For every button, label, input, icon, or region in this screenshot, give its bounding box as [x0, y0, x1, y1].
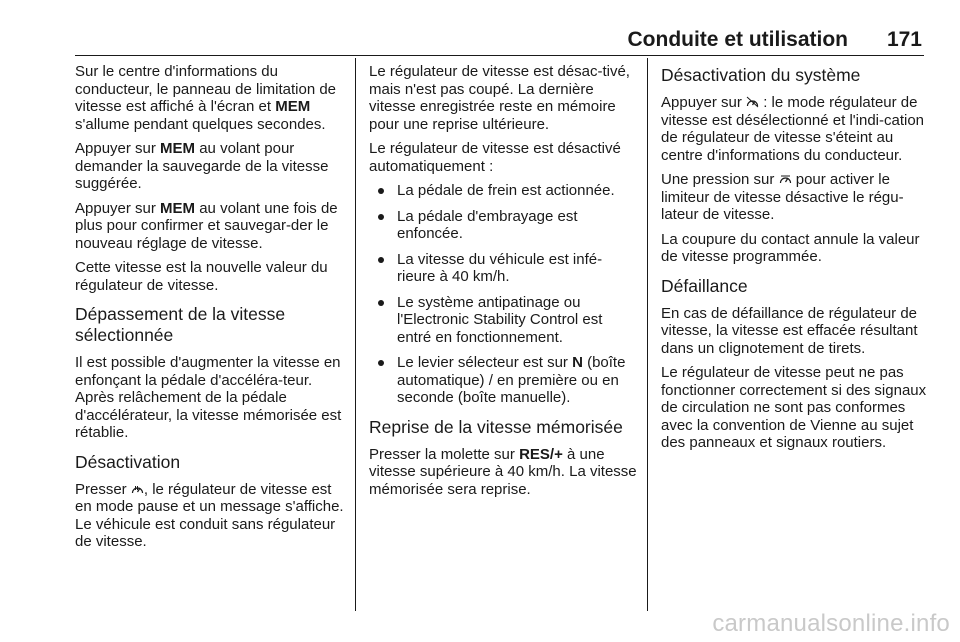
list-item: La vitesse du véhicule est infé‐rieure à 40 km/h.: [369, 251, 639, 286]
section-heading: Désactivation du système: [661, 65, 861, 85]
list-item: Le système antipatinage ou l'Electronic Stability Control est entré en fonctionnement.: [369, 294, 639, 347]
paragraph: Le régulateur de vitesse est désactivé automatiquement :: [369, 140, 621, 175]
section-heading: Dépassement de la vitesse sélectionnée: [75, 304, 286, 345]
paragraph: Appuyer sur MEM au volant pour demander la sauvegarde de la vitesse suggérée.: [75, 140, 329, 192]
paragraph: La coupure du contact annule la valeur de vitesse programmée.: [661, 230, 920, 265]
paragraph: Cette vitesse est la nouvelle valeur du régulateur de vitesse.: [75, 259, 328, 294]
paragraph: Presser la molette sur RES/+ à une vitesse supérieure à 40 km/h. La vitesse mémorisée sera reprise.: [369, 445, 637, 498]
column-divider-left: [355, 58, 356, 611]
list-item: La pédale d'embrayage est enfoncée.: [369, 208, 639, 243]
column-divider-right: [647, 58, 648, 611]
paragraph: Le régulateur de vitesse peut ne pas fonctionner correctement si des signaux de circulation ne sont pas conformes avec la convention de Vienne au sujet des panneaux et signaux routiers.: [661, 364, 927, 451]
header-rule: [75, 55, 924, 56]
section-heading: Désactivation: [75, 451, 181, 472]
section-title: Conduite et utilisation: [627, 28, 848, 51]
speed-limiter-icon: [779, 173, 792, 185]
paragraph: Appuyer sur : le mode régulateur de vitesse est désélectionné et l'indi‐cation de régulateur de vitesse s'éteint au centre d'informations du conducteur.: [661, 94, 925, 164]
paragraph: Sur le centre d'informations du conducteur, le panneau de limitation de vitesse est affiché à l'écran et MEM s'allume pendant quelques secondes.: [75, 63, 337, 133]
paragraph: Il est possible d'augmenter la vitesse en enfonçant la pédale d'accéléra‐teur. Après relâchement de la pédale d'accélérateur, la vitesse mémorisée est rétablie.: [75, 354, 342, 441]
paragraph: Le régulateur de vitesse est désac‐tivé, mais n'est pas coupé. La dernière vitesse enregistrée reste en mémoire pour une reprise ultérieure.: [369, 63, 630, 133]
paragraph: Presser , le régulateur de vitesse est en mode pause et un message s'affiche. Le véhicule est conduit sans régulateur de vitesse.: [75, 480, 344, 550]
watermark: carmanualsonline.info: [712, 610, 950, 637]
section-heading: Défaillance: [661, 275, 748, 296]
column-2: [369, 63, 639, 505]
paragraph: En cas de défaillance de régulateur de vitesse, la vitesse est effacée résultant dans un clignotement de tirets.: [661, 304, 918, 357]
list-item: La pédale de frein est actionnée.: [369, 182, 639, 200]
page-number: 171: [886, 28, 922, 51]
paragraph: Une pression sur pour activer le limiteur de vitesse désactive le régu‐lateur de vitesse.: [661, 171, 904, 223]
cruise-off-icon: [746, 96, 759, 108]
column-3: [661, 63, 927, 459]
list-item: Le levier sélecteur est sur N (boîte automatique) / en première ou en seconde (boîte manuelle).: [369, 354, 639, 407]
cruise-pause-icon: [131, 483, 144, 495]
section-heading: Reprise de la vitesse mémorisée: [369, 416, 623, 437]
column-1: [75, 63, 345, 558]
paragraph: Appuyer sur MEM au volant une fois de plus pour confirmer et sauvegar‐der le nouveau réglage de vitesse.: [75, 199, 338, 252]
bullet-list: [369, 182, 639, 407]
